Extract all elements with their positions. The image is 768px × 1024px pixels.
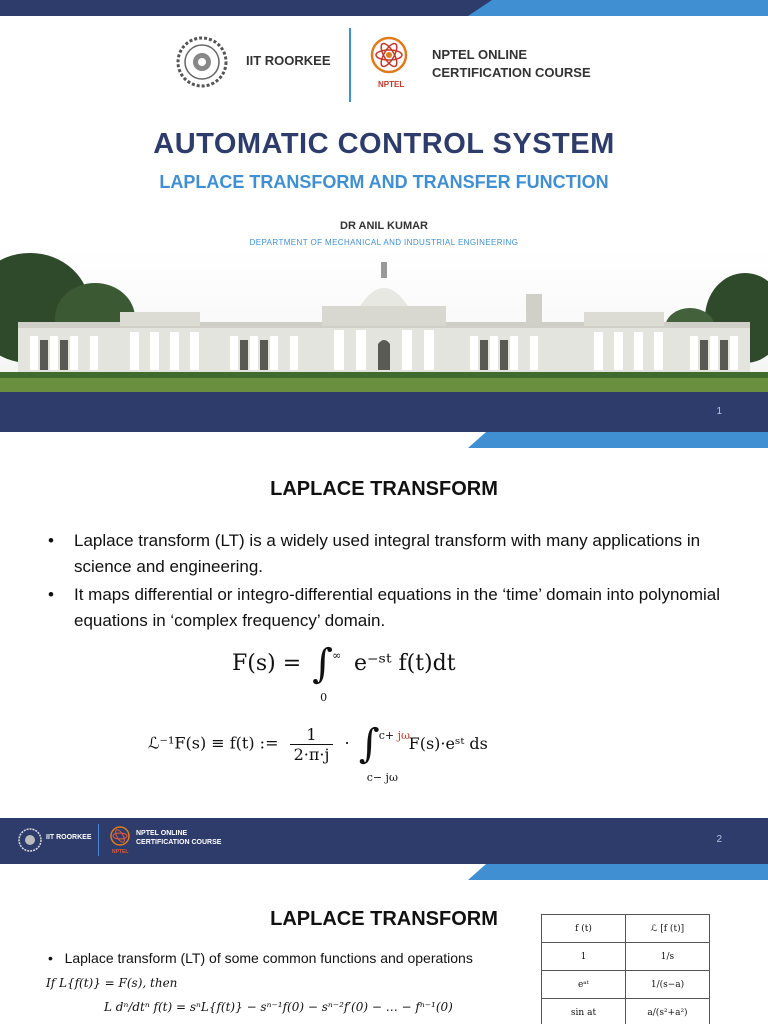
- iit-roorkee-seal-icon: [18, 828, 42, 852]
- slide-heading: LAPLACE TRANSFORM: [270, 478, 498, 500]
- bullet-item: • Laplace transform (LT) is a widely used integral transform with many applications in science and engineering.: [48, 528, 738, 580]
- integral-sign: ∫ c+ jω c− jω: [359, 724, 380, 764]
- condition-line: If L{f(t)} = F(s), then: [46, 976, 178, 990]
- institute-name: IIT ROORKEE: [246, 53, 331, 68]
- top-stripe: [0, 0, 768, 16]
- title-slide: [0, 0, 768, 448]
- eq2-fraction: [290, 725, 334, 764]
- footer-nptel-label: NPTEL: [112, 849, 129, 855]
- eq2-integrand: F(s)·eˢᵗ ds: [408, 733, 488, 753]
- slide-heading: LAPLACE TRANSFORM: [270, 908, 498, 930]
- nptel-line-1: NPTEL ONLINE: [432, 47, 528, 62]
- table-cell: 1/(s−a): [626, 971, 710, 999]
- inverse-laplace-equation: ℒ⁻¹F(s) ≡ f(t) := $\frac{1}{2\cdot\pi\cdot j}$ · ∫ c+ jω c− jω F(s)·eˢᵗ ds: [148, 724, 488, 764]
- table-row: [542, 999, 710, 1024]
- footer-nptel-line-1: NPTEL ONLINE: [136, 830, 188, 837]
- eq1-integrand: e⁻ˢᵗ f(t)dt: [354, 651, 456, 676]
- table-row: [542, 971, 710, 999]
- page-number: 1: [716, 406, 722, 417]
- nptel-logo-label: NPTEL: [378, 80, 405, 89]
- header-logos: [0, 28, 768, 108]
- footer-institute: IIT ROORKEE: [46, 834, 92, 841]
- table-row: [542, 943, 710, 971]
- eq2-lower-limit: c− jω: [366, 771, 398, 784]
- course-title: AUTOMATIC CONTROL SYSTEM: [153, 128, 615, 160]
- slide-footer: [0, 818, 768, 864]
- eq2-numerator: 1: [290, 725, 334, 745]
- nptel-logo-icon: [370, 36, 408, 74]
- bullet-item: • It maps differential or integro-differential equations in the ‘time’ domain into polynomial equations in ‘complex frequency’ domain.: [48, 582, 738, 634]
- integral-sign: ∫ ∞ 0: [312, 644, 333, 684]
- building-photo: [0, 248, 768, 394]
- table-cell: 1: [542, 943, 626, 971]
- laplace-transform-slide: [0, 448, 768, 880]
- eq1-upper-limit: ∞: [332, 649, 342, 662]
- table-cell: sin at: [542, 999, 626, 1024]
- divider: [349, 28, 351, 102]
- author-name: DR ANIL KUMAR: [340, 220, 428, 232]
- table-row: [542, 915, 710, 943]
- footer-divider: [98, 824, 99, 856]
- eq2-lhs: ℒ⁻¹F(s) ≡ f(t) :=: [148, 733, 279, 753]
- eq2-upper-limit: c+ jω: [378, 729, 410, 742]
- table-cell: ℒ [f (t)]: [626, 915, 710, 943]
- department-name: DEPARTMENT OF MECHANICAL AND INDUSTRIAL ENGINEERING: [249, 238, 519, 247]
- nptel-line-2: CERTIFICATION COURSE: [432, 65, 591, 80]
- footer-nptel-line-2: CERTIFICATION COURSE: [136, 839, 222, 846]
- nptel-logo-icon: [110, 826, 130, 846]
- derivative-formula: L dⁿ/dtⁿ f(t) = sⁿL{f(t)} − sⁿ⁻¹f(0) − sⁿ⁻²f′(0) − … − fⁿ⁻¹(0): [104, 1000, 453, 1014]
- bullet-item: • Laplace transform (LT) of some common functions and operations: [48, 950, 473, 966]
- page-number: 2: [716, 834, 722, 845]
- table-cell: a/(s²+a²): [626, 999, 710, 1024]
- laplace-definition-equation: [232, 641, 456, 704]
- bullet-text: Laplace transform (LT) of some common functions and operations: [64, 950, 473, 966]
- eq2-denominator: 2·π·j: [293, 744, 330, 764]
- table-cell: 1/s: [626, 943, 710, 971]
- table-cell: eᵃᵗ: [542, 971, 626, 999]
- laplace-table-slide: [0, 880, 768, 1024]
- bullet-list: [48, 528, 738, 636]
- footer-accent: [468, 432, 768, 448]
- iit-roorkee-seal-icon: [176, 36, 228, 88]
- nptel-course-name: [432, 46, 591, 82]
- table-cell: f (t): [542, 915, 626, 943]
- eq1-lhs: F(s) =: [232, 651, 302, 676]
- slide-footer-band: [0, 392, 768, 432]
- lecture-subtitle: LAPLACE TRANSFORM AND TRANSFER FUNCTION: [159, 172, 609, 192]
- footer-nptel-name: [136, 829, 221, 847]
- laplace-pairs-table: [541, 914, 710, 1024]
- eq1-lower-limit: 0: [320, 691, 328, 704]
